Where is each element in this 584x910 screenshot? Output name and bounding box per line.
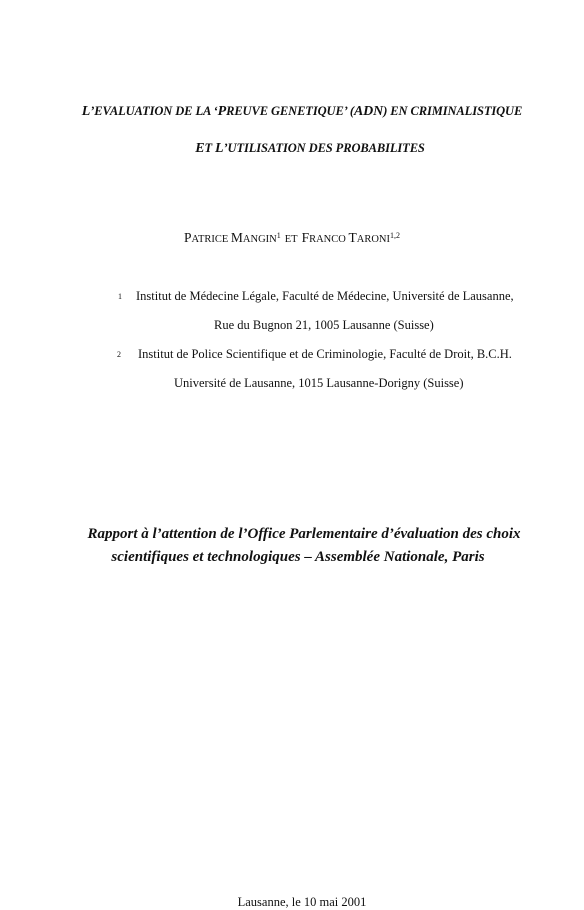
authors-line [0, 230, 584, 246]
affiliation-line: Institut de Médecine Légale, Faculté de Médecine, Université de Lausanne, [136, 289, 514, 303]
report-line-1: Rapport à l’attention de l’Office Parlementaire d’évaluation des choix [87, 526, 521, 542]
author-affiliation-marker: 1,2 [389, 231, 400, 240]
title-initial: L [215, 141, 224, 156]
author-conjunction: ET [284, 234, 298, 245]
report-line-2: scientifiques et technologiques – Assemblée Nationale, Paris [111, 549, 485, 565]
place-date: Lausanne, le 10 mai 2001 [237, 895, 367, 909]
affiliation-line: Université de Lausanne, 1015 Lausanne-Dorigny (Suisse) [174, 376, 464, 390]
title-initial: P [217, 104, 227, 119]
title-text: REUVE GENETIQUE’ ( [226, 104, 354, 118]
author-initial: F [301, 230, 310, 245]
author-name-part: ARONI [356, 234, 390, 245]
author-name-part: ANGIN [242, 234, 277, 245]
author-name-part: ATRICE [191, 234, 231, 245]
author-name-part: RANCO [309, 234, 349, 245]
title-initial: L [81, 104, 91, 119]
title-line-1 [10, 104, 584, 120]
title-line-2 [18, 141, 584, 157]
title-adn: ADN [353, 104, 384, 119]
affiliation-number: 2 [117, 350, 121, 359]
author-initial: P [184, 230, 192, 245]
title-initial: E [195, 141, 205, 156]
affiliation-number: 1 [118, 292, 122, 301]
author-initial: M [230, 230, 243, 245]
author-affiliation-marker: 1 [276, 231, 281, 240]
affiliation-line: Institut de Police Scientifique et de Criminologie, Faculté de Droit, B.C.H. [138, 347, 512, 361]
affiliation-line: Rue du Bugnon 21, 1005 Lausanne (Suisse) [214, 318, 434, 332]
author-initial: T [348, 230, 357, 245]
title-text: ) EN CRIMINALISTIQUE [383, 104, 523, 118]
title-text: ’UTILISATION DES PROBABILITES [223, 141, 425, 155]
title-text: ’EVALUATION DE LA ‘ [90, 104, 218, 118]
title-text: T [204, 141, 216, 155]
